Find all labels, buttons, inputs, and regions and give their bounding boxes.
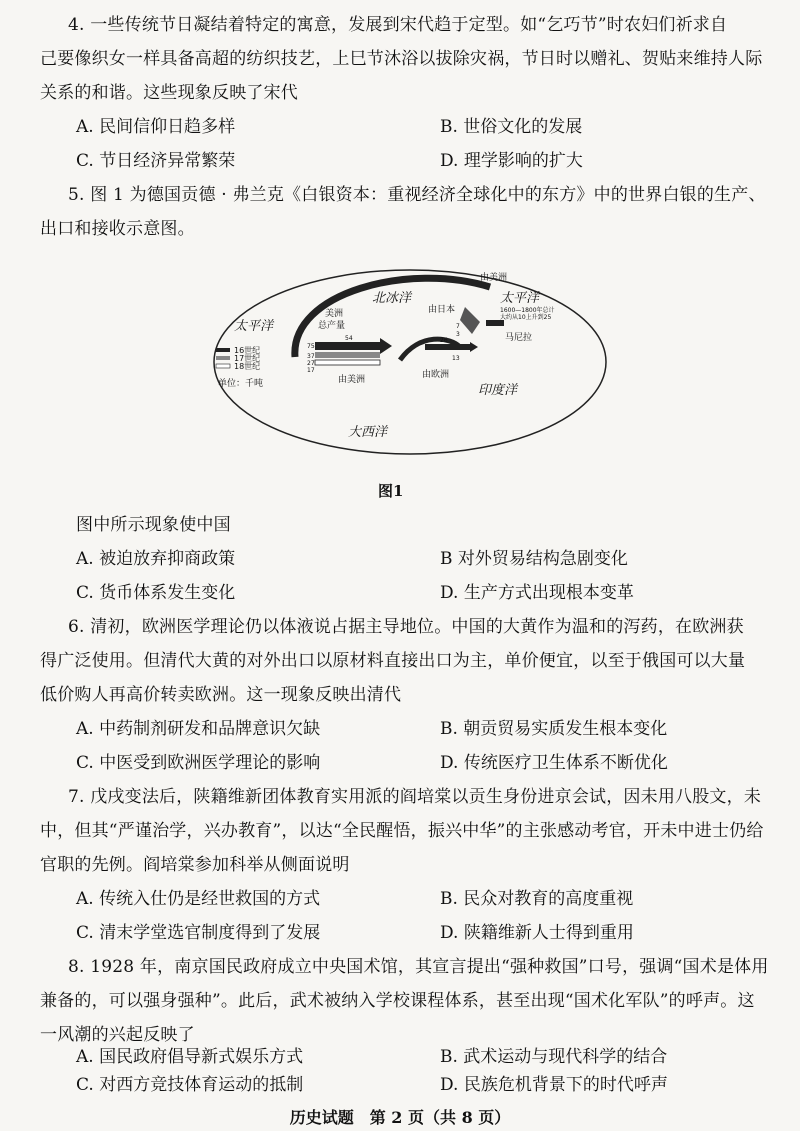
- q5-option-c: C. 货币体系发生变化: [76, 583, 236, 603]
- americas-arrowhead: [380, 338, 392, 354]
- note-line-1: 1600—1800年总计: [500, 307, 555, 314]
- legend-17c: 17世纪: [234, 354, 261, 363]
- q7-option-d: D. 陕籍维新人士得到重用: [440, 923, 634, 943]
- q5-option-b: B 对外贸易结构急剧变化: [440, 549, 628, 569]
- q5-stem-line-1: 5. 图 1 为德国贡德 · 弗兰克《白银资本：重视经济全球化中的东方》中的世界白银的生产、: [68, 185, 766, 205]
- ocean-indian: 印度洋: [478, 383, 518, 398]
- ocean-arctic: 北冰洋: [372, 291, 412, 306]
- q4-option-d: D. 理学影响的扩大: [440, 151, 583, 171]
- silver-flow-map: [210, 262, 610, 462]
- legend-16c: 16世纪: [234, 346, 261, 355]
- q5-option-d: D. 生产方式出现根本变革: [440, 583, 634, 603]
- q4-option-c: C. 节日经济异常繁荣: [76, 151, 236, 171]
- q6-option-b: B. 朝贡贸易实质发生根本变化: [440, 719, 668, 739]
- q8-stem-line-2: 兼备的，可以强身强种”。此后，武术被纳入学校课程体系，甚至出现“国术化军队”的呼声。这: [40, 991, 755, 1011]
- label-total-output: 总产量: [318, 321, 346, 331]
- q8-stem-line-3: 一风潮的兴起反映了: [40, 1025, 195, 1045]
- q8-option-a: A. 国民政府倡导新式娱乐方式: [76, 1047, 304, 1067]
- note-line-2: 大约从10上升到25: [500, 314, 552, 321]
- q8-option-b: B. 武术运动与现代科学的结合: [440, 1047, 668, 1067]
- q4-stem-line-2: 己要像织女一样具备高超的纺织技艺，上巳节沐浴以拔除灾祸，节日时以赠礼、贺贴来维持人际: [40, 49, 763, 69]
- q6-option-c: C. 中医受到欧洲医学理论的影响: [76, 753, 321, 773]
- label-from-americas-2: 由美洲: [480, 273, 508, 283]
- page-footer: 历史试题 第 2 页（共 8 页）: [289, 1108, 511, 1127]
- num-37: 37: [307, 353, 315, 360]
- label-americas: 美洲: [325, 309, 344, 319]
- num-7: 7: [456, 323, 460, 330]
- q5-after-figure: 图中所示现象使中国: [76, 515, 231, 535]
- num-54: 54: [345, 335, 353, 342]
- q4-stem-line-3: 关系的和谐。这些现象反映了宋代: [40, 83, 298, 103]
- q6-stem-line-2: 得广泛使用。但清代大黄的对外出口以原材料直接出口为主，单价便宜，以至于俄国可以大量: [40, 651, 746, 671]
- num-75: 75: [307, 343, 315, 350]
- americas-bar-18c: [315, 360, 380, 365]
- americas-bar-17c: [315, 352, 380, 358]
- num-26: 26: [440, 337, 448, 344]
- label-from-europe: 由欧洲: [422, 370, 450, 380]
- q6-stem-line-1: 6. 清初，欧洲医学理论仍以体液说占据主导地位。中国的大黄作为温和的泻药，在欧洲获: [68, 617, 744, 637]
- europe-arrowhead: [470, 342, 478, 352]
- label-from-japan: 由日本: [428, 305, 456, 315]
- q4-stem-line-1: 4. 一些传统节日凝结着特定的寓意，发展到宋代趋于定型。如“乞巧节”时农妇们祈求自: [68, 15, 728, 35]
- q8-stem-line-1: 8. 1928 年，南京国民政府成立中央国术馆，其宣言提出“强种救国”口号，强调“国术是体用: [68, 957, 769, 977]
- legend-swatch-16c: [216, 348, 230, 352]
- ocean-atlantic: 大西洋: [348, 425, 388, 440]
- q7-stem-line-2: 中，但其“严谨治学，兴办教育”，以达“全民醒悟，振兴中华”的主张感动考官，开未中进士仍给: [40, 821, 764, 841]
- q7-option-a: A. 传统入仕仍是经世救国的方式: [76, 889, 321, 909]
- q8-option-c: C. 对西方竞技体育运动的抵制: [76, 1075, 304, 1095]
- num-13: 13: [452, 355, 460, 362]
- japan-arrow: [460, 307, 480, 334]
- q6-stem-line-3: 低价购人再高价转卖欧洲。这一现象反映出清代: [40, 685, 402, 705]
- legend-18c: 18世纪: [234, 362, 261, 371]
- q5-option-a: A. 被迫放弃抑商政策: [76, 549, 236, 569]
- label-manila: 马尼拉: [505, 333, 533, 343]
- q7-option-c: C. 清末学堂选官制度得到了发展: [76, 923, 321, 943]
- q6-option-a: A. 中药制剂研发和品牌意识欠缺: [76, 719, 321, 739]
- q7-option-b: B. 民众对教育的高度重视: [440, 889, 634, 909]
- legend-swatch-17c: [216, 356, 230, 360]
- q4-option-a: A. 民间信仰日趋多样: [76, 117, 236, 137]
- label-from-americas-1: 由美洲: [338, 375, 366, 385]
- q5-stem-line-2: 出口和接收示意图。: [40, 219, 195, 239]
- ocean-pacific-west: 太平洋: [234, 319, 274, 334]
- legend-swatch-18c: [216, 364, 230, 368]
- q8-option-d: D. 民族危机背景下的时代呼声: [440, 1075, 668, 1095]
- figure-caption: 图1: [378, 482, 404, 500]
- q6-option-d: D. 传统医疗卫生体系不断优化: [440, 753, 668, 773]
- q4-option-b: B. 世俗文化的发展: [440, 117, 583, 137]
- europe-bar: [425, 344, 470, 350]
- num-27: 27: [307, 360, 315, 367]
- ocean-pacific-east: 太平洋: [500, 291, 540, 306]
- unit-label: 单位：千吨: [218, 379, 264, 389]
- num-3: 3: [456, 331, 460, 338]
- q7-stem-line-3: 官职的先例。阎培棠参加科举从侧面说明: [40, 855, 350, 875]
- americas-bar-16c: [315, 342, 380, 350]
- q7-stem-line-1: 7. 戊戌变法后，陕籍维新团体教育实用派的阎培棠以贡生身份进京会试，因未用八股文，未: [68, 787, 762, 807]
- num-17: 17: [307, 367, 315, 374]
